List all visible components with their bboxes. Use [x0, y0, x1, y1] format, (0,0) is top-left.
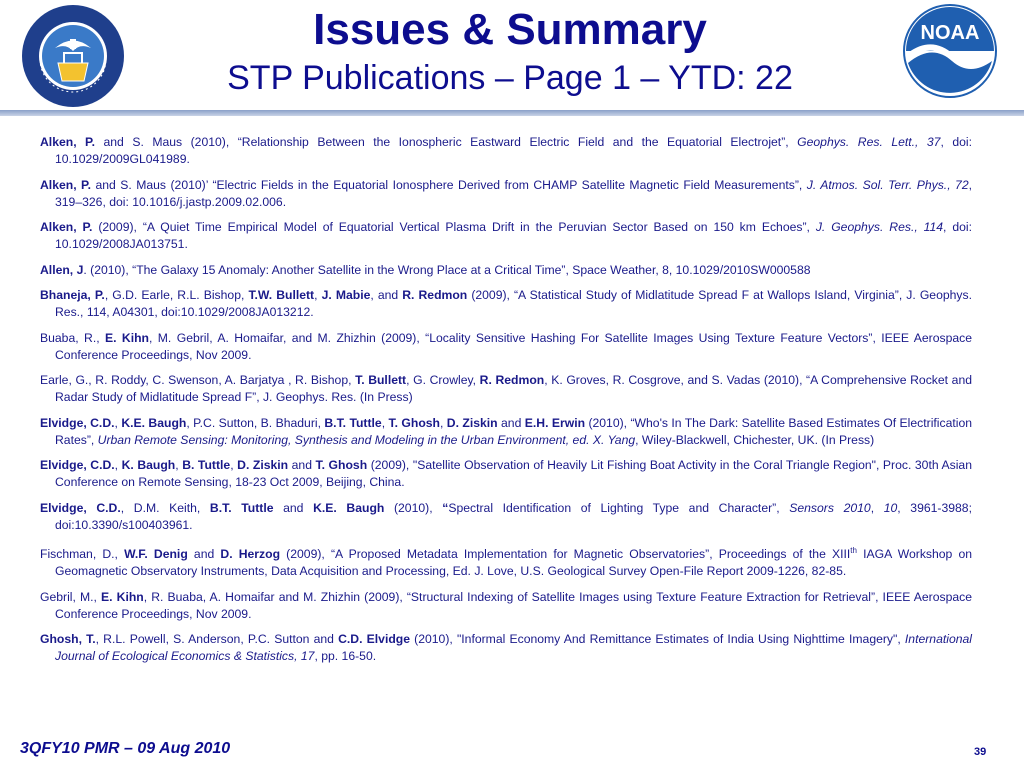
reference-journal: Sensors 2010	[789, 500, 871, 515]
reference-item	[40, 589, 972, 623]
reference-text: (2009), "Satellite Observation of Heavily Lit Fishing Boat Activity in the Coral Triangle Region", Proc. 30th Asian Conference on Remote Sensing, 18-23 Oct 2009, Beijing, China.	[55, 458, 972, 489]
reference-text: (2009), “A Proposed Metadata Implementation for Magnetic Observatories”, Proceedings of the XIII	[280, 547, 851, 562]
footer-report-label: 3QFY10 PMR – 09 Aug 2010	[20, 740, 231, 757]
reference-author: D. Ziskin	[237, 458, 289, 472]
reference-item	[40, 415, 972, 449]
reference-author: W.F. Denig	[124, 547, 188, 562]
reference-author: T.W. Bullett	[248, 288, 315, 302]
reference-item	[40, 457, 972, 491]
reference-journal: Geophys. Res. Lett., 37	[797, 135, 941, 149]
reference-item	[40, 631, 972, 665]
reference-author: Alken, P.	[40, 135, 96, 149]
reference-text: and S. Maus (2010), “Relationship Between the Ionospheric Eastward Electric Field and the Equatorial Electrojet”,	[95, 135, 798, 149]
reference-text: , 319–326, doi: 10.1016/j.jastp.2009.02.006.	[55, 177, 972, 209]
reference-text: ,	[114, 458, 122, 472]
reference-text: , 3961-3988; doi:10.3390/s100403961.	[55, 500, 972, 532]
reference-author: T. Bullett	[355, 373, 407, 387]
page-subtitle: STP Publications – Page 1 – YTD: 22	[227, 59, 793, 97]
reference-author: B.T. Tuttle	[324, 415, 382, 430]
reference-author: D. Herzog	[220, 547, 281, 562]
noaa-logo	[902, 3, 998, 99]
reference-item	[40, 177, 972, 211]
reference-text: ,	[870, 500, 884, 515]
reference-text: and	[187, 547, 221, 562]
reference-author: B.T. Tuttle	[209, 500, 274, 515]
reference-text: and S. Maus (2010)’ “Electric Fields in the Equatorial Ionosphere Derived from CHAMP Satellite Magnetic Field Measurements”,	[90, 177, 807, 192]
reference-text: , G. Crowley,	[406, 373, 480, 387]
reference-author: “	[442, 500, 449, 515]
reference-text: Spectral Identification of Lighting Type and Character”,	[448, 500, 790, 515]
header-divider	[0, 110, 1024, 116]
reference-journal: Urban Remote Sensing: Monitoring, Synthesis and Modeling in the Urban Environment, ed. X. Yang	[97, 432, 636, 447]
reference-journal: J. Atmos. Sol. Terr. Phys., 72	[806, 177, 969, 192]
noaa-logo-text: NOAA	[920, 22, 980, 44]
reference-item	[40, 219, 972, 253]
reference-text: (2010), "Informal Economy And Remittance Estimates of India Using Nighttime Imagery",	[410, 632, 905, 647]
reference-text: th	[850, 546, 857, 555]
reference-text: and	[273, 500, 314, 515]
reference-text: ,	[381, 415, 389, 430]
reference-text: , P.C. Sutton, B. Bhaduri,	[186, 415, 325, 430]
reference-item	[40, 287, 972, 321]
reference-item	[40, 372, 972, 406]
reference-text: and	[497, 415, 525, 430]
reference-text: (2009), “A Quiet Time Empirical Model of Equatorial Vertical Plasma Drift in the Peruvian Sector Based on 150 km Echoes”,	[92, 220, 816, 234]
reference-text: . (2010), “The Galaxy 15 Anomaly: Another Satellite in the Wrong Place at a Critical Time”, Space Weather, 8, 10.1029/2010SW000588	[83, 262, 811, 277]
reference-author: C.D. Elvidge	[338, 632, 410, 647]
reference-text: Buaba, R.,	[40, 330, 105, 345]
reference-author: Alken, P.	[40, 177, 91, 192]
reference-author: Elvidge, C.D.	[40, 415, 115, 430]
reference-author: Elvidge, C.D.	[40, 458, 115, 472]
reference-item	[40, 500, 972, 534]
department-of-commerce-seal	[20, 3, 126, 109]
reference-text: , and	[370, 288, 403, 302]
reference-author: E. Kihn	[105, 330, 149, 345]
reference-author: E.H. Erwin	[524, 415, 586, 430]
reference-author: D. Ziskin	[446, 415, 498, 430]
reference-author: J. Mabie	[321, 288, 371, 302]
reference-text: , D.M. Keith,	[120, 500, 210, 515]
reference-author: K. Baugh	[121, 458, 176, 472]
reference-text: ,	[440, 415, 447, 430]
reference-author: Alken, P.	[40, 220, 93, 234]
reference-text: , R.L. Powell, S. Anderson, P.C. Sutton and	[95, 632, 339, 647]
reference-author: K.E. Baugh	[121, 415, 187, 430]
reference-author: Bhaneja, P.	[40, 288, 105, 302]
reference-item	[40, 330, 972, 364]
reference-text: (2009), “A Statistical Study of Midlatitude Spread F at Wallops Island, Virginia”, J. Geophys. Res., 114, A04301, doi:10.1029/2008JA013212.	[55, 288, 972, 319]
reference-item	[40, 542, 972, 580]
reference-text: Fischman, D.,	[40, 547, 125, 562]
reference-list	[40, 134, 972, 674]
reference-author: Allen, J	[40, 262, 84, 277]
reference-author: R. Redmon	[479, 373, 545, 387]
page-number: 39	[974, 746, 987, 758]
reference-text: (2010), “Who's In The Dark: Satellite Based Estimates Of Electrification Rates”,	[55, 415, 973, 447]
reference-journal: International Journal of Ecological Economics & Statistics, 17	[55, 632, 973, 664]
reference-text: Gebril, M.,	[40, 589, 102, 604]
reference-author: K.E. Baugh	[313, 500, 385, 515]
reference-text: , M. Gebril, A. Homaifar, and M. Zhizhin (2009), “Locality Sensitive Hashing For Satellite Images Using Texture Feature Vectors”, IEEE Aerospace Conference Proceedings, Nov 2009.	[55, 330, 972, 362]
reference-text: Earle, G., R. Roddy, C. Swenson, A. Barjatya , R. Bishop,	[40, 373, 356, 387]
reference-author: B. Tuttle	[182, 458, 231, 472]
reference-text: , R. Buaba, A. Homaifar and M. Zhizhin (2009), “Structural Indexing of Satellite Images using Texture Feature Extraction for Retrieval”, IEEE Aerospace Conference Proceedings, Nov 2009.	[55, 589, 973, 621]
reference-text: , doi: 10.1029/2008JA013751.	[55, 220, 972, 251]
reference-text: , G.D. Earle, R.L. Bishop,	[104, 288, 249, 302]
reference-author: T. Ghosh	[388, 415, 440, 430]
reference-text: (2010),	[384, 500, 443, 515]
reference-author: Ghosh, T.	[40, 632, 96, 647]
reference-text: , Wiley-Blackwell, Chichester, UK. (In Press)	[635, 432, 875, 447]
reference-text: , pp. 16-50.	[314, 649, 377, 664]
reference-author: T. Ghosh	[315, 458, 368, 472]
reference-text: , K. Groves, R. Cosgrove, and S. Vadas (2010), “A Comprehensive Rocket and Radar Study of Midlatitude Spread F”, J. Geophys. Res. (In Press)	[55, 373, 972, 404]
reference-item	[40, 262, 972, 279]
reference-text: ,	[114, 415, 122, 430]
page-title: Issues & Summary	[313, 5, 707, 54]
reference-text: , doi: 10.1029/2009GL041989.	[55, 135, 972, 166]
reference-author: R. Redmon	[402, 288, 468, 302]
reference-author: Elvidge, C.D.	[40, 500, 121, 515]
reference-author: E. Kihn	[101, 589, 144, 604]
reference-journal: 10	[883, 500, 898, 515]
reference-text: and	[288, 458, 316, 472]
reference-text: IAGA Workshop on Geomagnetic Observatory Instruments, Data Acquisition and Processing, Ed. J. Love, U.S. Geological Survey Open-File Report 2009-1226, 82-85.	[55, 547, 973, 579]
reference-item	[40, 134, 972, 168]
reference-text: ,	[175, 458, 183, 472]
reference-text: ,	[314, 288, 322, 302]
reference-journal: J. Geophys. Res., 114	[815, 220, 944, 234]
reference-text: ,	[230, 458, 238, 472]
